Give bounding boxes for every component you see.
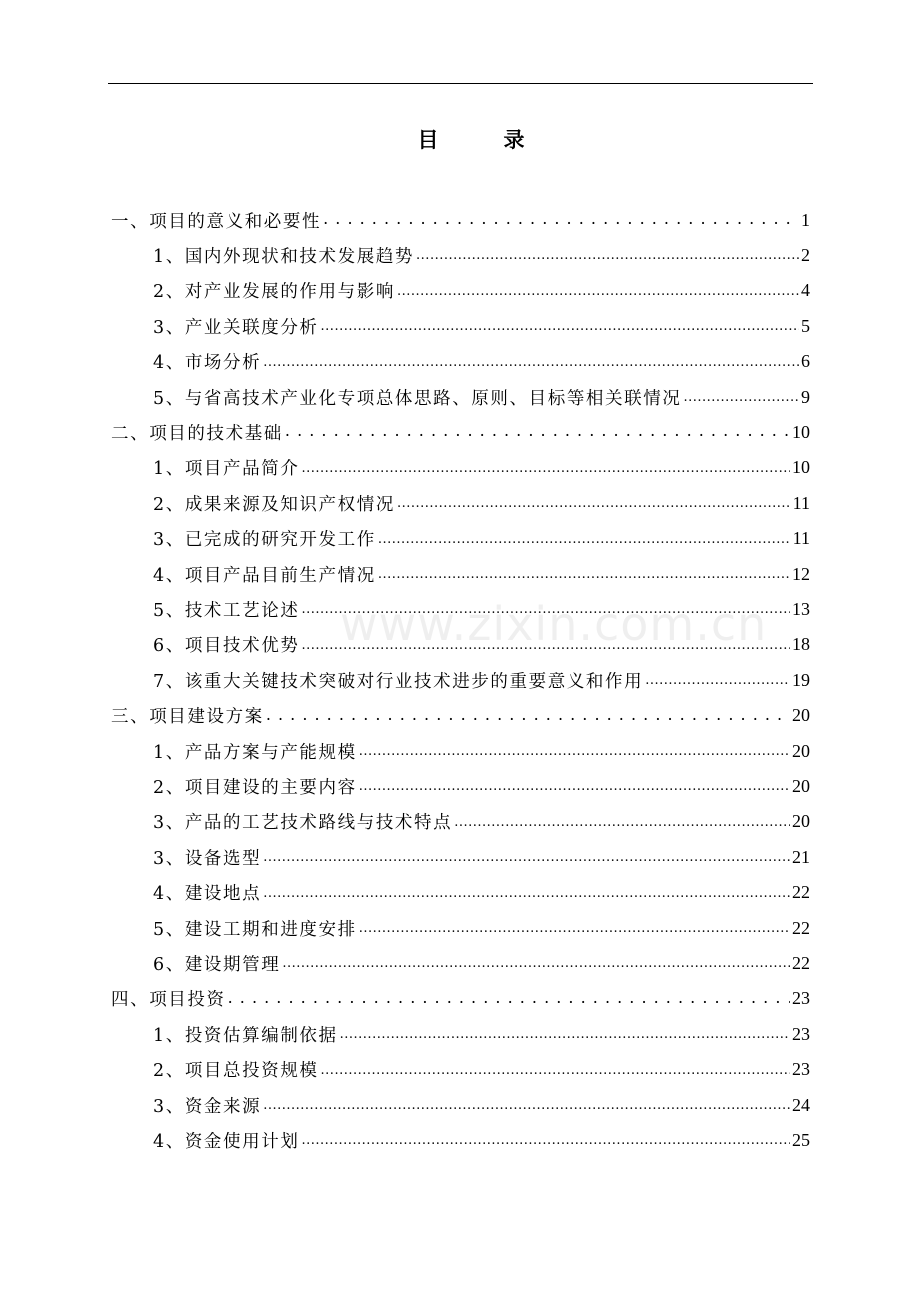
toc-entry-label: 2、项目建设的主要内容: [153, 777, 357, 798]
toc-dot-leader: [321, 309, 799, 343]
toc-dot-leader: [359, 769, 790, 803]
header-rule: [108, 83, 813, 84]
toc-dot-leader: [340, 1017, 790, 1051]
toc-section-entry[interactable]: [111, 415, 810, 449]
toc-page-number: 20: [792, 705, 810, 726]
toc-entry-label: 3、产业关联度分析: [153, 317, 319, 338]
toc-entry-label: 4、资金使用计划: [153, 1131, 300, 1152]
toc-section-entry[interactable]: [111, 699, 810, 733]
toc-subsection-entry[interactable]: [153, 628, 810, 662]
toc-subsection-entry[interactable]: [153, 1123, 810, 1157]
toc-dot-leader: [378, 557, 790, 591]
toc-page-number: 22: [792, 952, 810, 973]
toc-entry-label: 4、市场分析: [153, 353, 262, 374]
toc-entry-label: 3、产品的工艺技术路线与技术特点: [153, 813, 453, 834]
toc-dot-leader: [359, 911, 790, 945]
toc-entry-label: 5、建设工期和进度安排: [153, 919, 357, 940]
toc-dot-leader: [301, 451, 790, 485]
toc-dot-leader: [301, 628, 790, 662]
page-title: 目 录: [417, 127, 547, 152]
toc-page-number: 22: [792, 917, 810, 938]
toc-dot-leader: [359, 734, 790, 768]
toc-page-number: 9: [801, 386, 810, 407]
toc-subsection-entry[interactable]: [153, 876, 810, 910]
toc-page-number: 18: [792, 634, 810, 655]
toc-entry-label: 4、建设地点: [153, 884, 262, 905]
toc-page-number: 20: [792, 811, 810, 832]
toc-subsection-entry[interactable]: [153, 522, 810, 556]
toc-dot-leader: [397, 486, 791, 520]
toc-entry-label: 2、项目总投资规模: [153, 1061, 319, 1082]
toc-page-number: 22: [792, 882, 810, 903]
toc-subsection-entry[interactable]: [153, 1017, 810, 1051]
toc-subsection-entry[interactable]: [153, 238, 810, 272]
toc-entry-label: 1、项目产品简介: [153, 459, 300, 480]
toc-entry-label: 4、项目产品目前生产情况: [153, 565, 376, 586]
watermark: www.zixin.com.cn: [340, 597, 768, 651]
toc-page-number: 24: [792, 1094, 810, 1115]
toc-entry-label: 三、项目建设方案: [111, 707, 264, 728]
toc-dot-leader: [228, 982, 790, 1016]
toc-entry-label: 7、该重大关键技术突破对行业技术进步的重要意义和作用: [153, 671, 644, 692]
toc-page-number: 13: [792, 598, 810, 619]
toc-entry-label: 3、已完成的研究开发工作: [153, 530, 376, 551]
toc-subsection-entry[interactable]: [153, 557, 810, 591]
toc-entry-label: 3、资金来源: [153, 1096, 262, 1117]
toc-entry-label: 1、产品方案与产能规模: [153, 742, 357, 763]
toc-dot-leader: [321, 1053, 790, 1087]
toc-dot-leader: [323, 203, 799, 237]
toc-entry-label: 1、投资估算编制依据: [153, 1025, 338, 1046]
toc-subsection-entry[interactable]: [153, 946, 810, 980]
toc-page-number: 11: [792, 492, 810, 513]
toc-dot-leader: [285, 415, 790, 449]
toc-dot-leader: [683, 380, 799, 414]
toc-subsection-entry[interactable]: [153, 805, 810, 839]
toc-entry-label: 2、对产业发展的作用与影响: [153, 282, 395, 303]
toc-entry-label: 1、国内外现状和技术发展趋势: [153, 246, 415, 267]
toc-dot-leader: [266, 699, 790, 733]
toc-page-number: 10: [792, 457, 810, 478]
toc-section-entry[interactable]: [111, 203, 810, 237]
toc-entry-label: 二、项目的技术基础: [111, 423, 283, 444]
toc-subsection-entry[interactable]: [153, 309, 810, 343]
toc-subsection-entry[interactable]: [153, 1053, 810, 1087]
toc-entry-label: 6、建设期管理: [153, 954, 281, 975]
toc-entry-label: 2、成果来源及知识产权情况: [153, 494, 395, 515]
toc-subsection-entry[interactable]: [153, 840, 810, 874]
toc-entry-label: 5、技术工艺论述: [153, 600, 300, 621]
toc-page-number: 20: [792, 740, 810, 761]
toc-subsection-entry[interactable]: [153, 274, 810, 308]
toc-dot-leader: [301, 592, 790, 626]
toc-dot-leader: [454, 805, 790, 839]
toc-subsection-entry[interactable]: [153, 345, 810, 379]
toc-subsection-entry[interactable]: [153, 486, 810, 520]
toc-section-entry[interactable]: [111, 982, 810, 1016]
toc-dot-leader: [301, 1123, 790, 1157]
toc-dot-leader: [416, 238, 799, 272]
toc-page-number: 2: [801, 244, 810, 265]
toc-page-number: 4: [801, 280, 810, 301]
toc-dot-leader: [378, 522, 791, 556]
toc-subsection-entry[interactable]: [153, 451, 810, 485]
toc-entry-label: 一、项目的意义和必要性: [111, 211, 322, 232]
toc-page-number: 5: [801, 315, 810, 336]
toc-page-number: 23: [792, 1059, 810, 1080]
toc-page-number: 6: [801, 351, 810, 372]
toc-dot-leader: [397, 274, 799, 308]
toc-subsection-entry[interactable]: [153, 734, 810, 768]
toc-page-number: 25: [792, 1129, 810, 1150]
toc-page-number: 19: [792, 669, 810, 690]
toc-subsection-entry[interactable]: [153, 911, 810, 945]
toc-entry-label: 四、项目投资: [111, 990, 226, 1011]
toc-dot-leader: [263, 840, 790, 874]
toc-entry-label: 5、与省高技术产业化专项总体思路、原则、目标等相关联情况: [153, 388, 682, 409]
toc-page-number: 10: [792, 421, 810, 442]
toc-page-number: 11: [792, 528, 810, 549]
toc-subsection-entry[interactable]: [153, 663, 810, 697]
toc-dot-leader: [645, 663, 790, 697]
toc-page-number: 12: [792, 563, 810, 584]
toc-page-number: 1: [801, 209, 810, 230]
toc-subsection-entry[interactable]: [153, 1088, 810, 1122]
toc-subsection-entry[interactable]: [153, 769, 810, 803]
toc-dot-leader: [282, 946, 790, 980]
toc-entry-label: 3、设备选型: [153, 848, 262, 869]
toc-entry-label: 6、项目技术优势: [153, 636, 300, 657]
toc-subsection-entry[interactable]: [153, 380, 810, 414]
toc-dot-leader: [263, 1088, 790, 1122]
toc-page-number: 23: [792, 988, 810, 1009]
toc-subsection-entry[interactable]: [153, 592, 810, 626]
toc-page-number: 23: [792, 1023, 810, 1044]
toc-dot-leader: [263, 345, 799, 379]
toc-page-number: 20: [792, 775, 810, 796]
toc-dot-leader: [263, 876, 790, 910]
toc-page-number: 21: [792, 846, 810, 867]
